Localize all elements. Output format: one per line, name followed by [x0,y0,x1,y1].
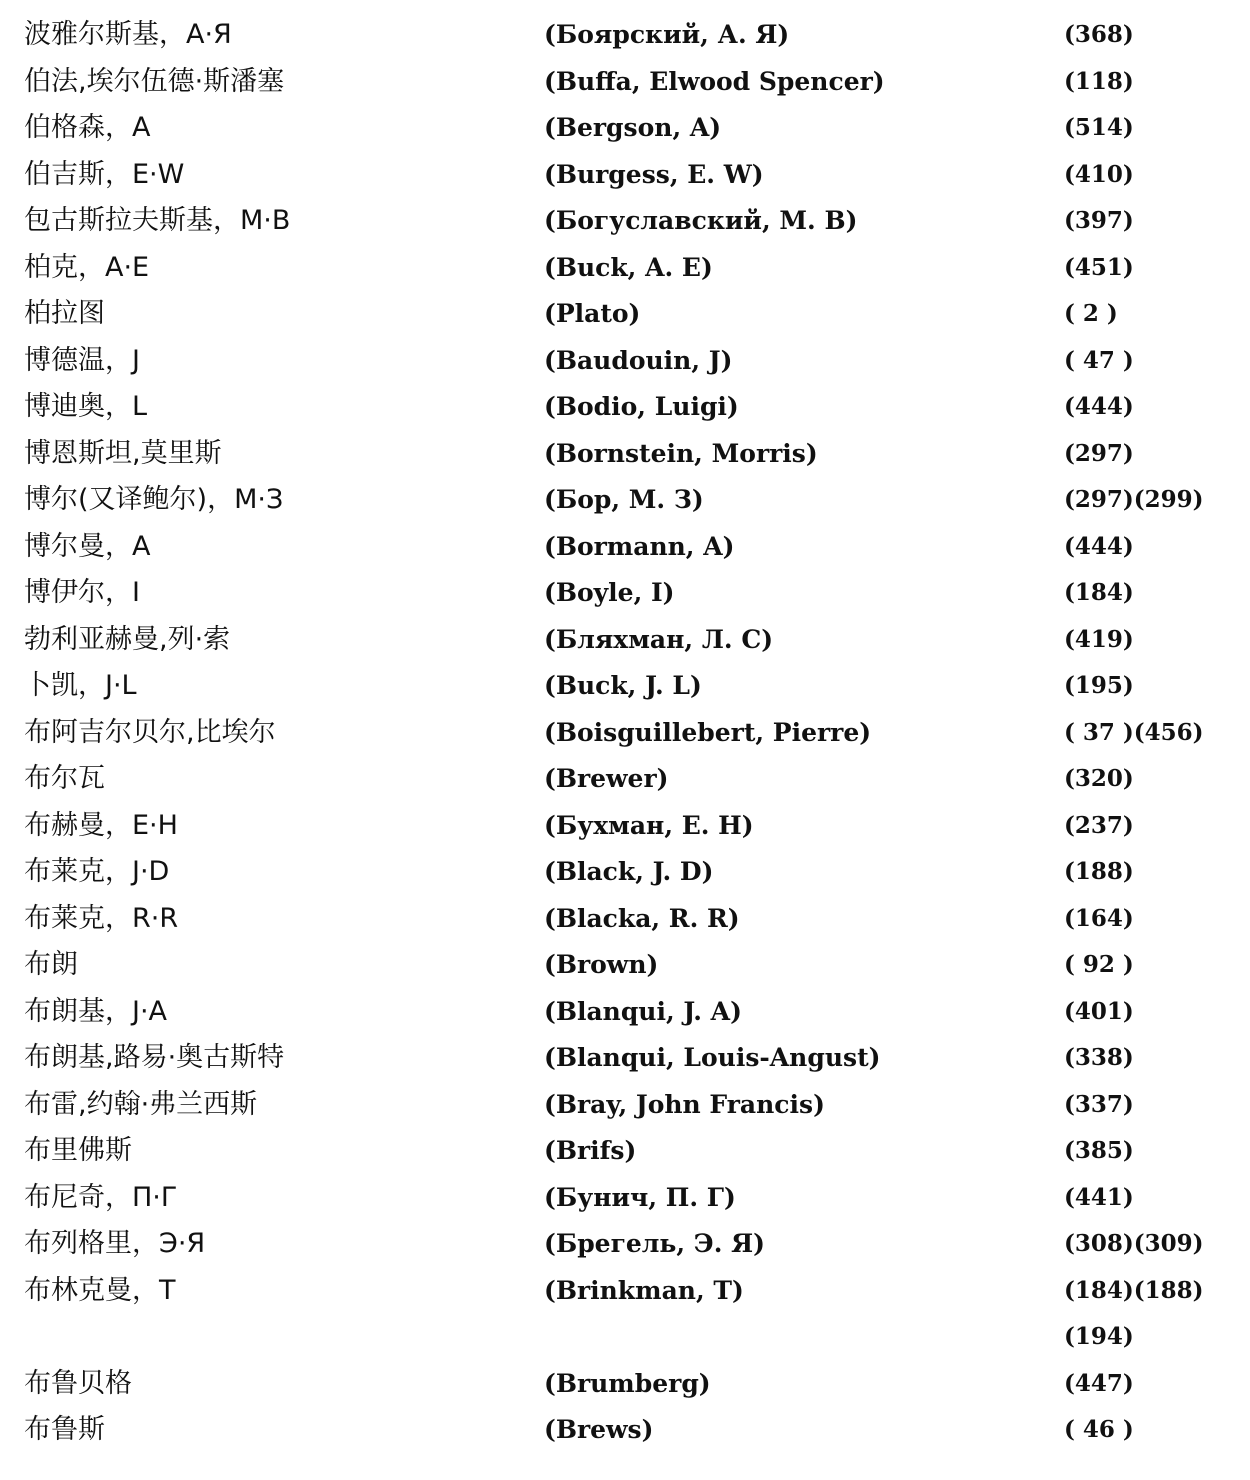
page-references: (297) [1064,439,1134,467]
original-name: (Бляхман, Л. С) [544,624,774,654]
original-name: (Boyle, I) [544,578,675,607]
original-name: (Bormann, A) [544,531,735,561]
chinese-name: 布赫曼，Е·Н [24,809,178,841]
index-entry [0,1128,1250,1175]
index-entry [0,12,1250,59]
page-references: ( 92 ) [1064,951,1134,978]
page-references: (188) [1064,858,1134,885]
index-entry [0,896,1250,943]
page-references: (184)(188) [1064,1276,1204,1304]
page-references: (118) [1064,67,1134,95]
original-name: (Богуславский, М. В) [544,206,858,235]
page-references: (338) [1064,1044,1134,1071]
chinese-name: 布朗基，J·A [24,995,168,1027]
chinese-name: 博德温，J [24,344,140,376]
index-entry [0,570,1250,617]
index-entry [0,1268,1250,1315]
page-references: (368) [1064,21,1134,48]
original-name: (Blacka, R. R) [544,903,740,933]
page-references: (419) [1064,625,1134,653]
original-name: (Бор, М. З) [544,485,704,514]
page-references: ( 37 )(456) [1064,718,1204,746]
original-name: (Baudouin, J) [544,345,733,375]
original-name: (Boisguillebert, Pierre) [544,717,872,747]
page-references: (410) [1064,160,1134,188]
original-name: (Brewer) [544,764,669,793]
index-entry [0,59,1250,106]
index-entry [0,803,1250,850]
original-name: (Brifs) [544,1136,637,1165]
index-entry [0,1082,1250,1129]
original-name: (Бухман, Е. Н) [544,810,754,840]
chinese-name: 博尔曼，A [24,530,151,562]
chinese-name: 布尼奇，П·Г [24,1181,178,1213]
original-name: (Burgess, E. W) [544,159,764,189]
chinese-name: 布莱克，J·D [24,856,170,887]
original-name: (Бунич, П. Г) [544,1182,736,1212]
chinese-name: 布列格里，Э·Я [24,1228,206,1259]
chinese-name: 布雷,约翰·弗兰西斯 [24,1088,258,1120]
index-entry [0,1361,1250,1408]
original-name: (Buck, A. E) [544,252,713,282]
index-entry [0,291,1250,338]
index-entry [0,477,1250,524]
chinese-name: 布林克曼，T [24,1274,176,1306]
original-name: (Bray, John Francis) [544,1089,825,1119]
index-entry [0,152,1250,199]
original-name: (Боярский, А. Я) [544,20,790,49]
page-references: (447) [1064,1369,1134,1397]
original-name: (Brews) [544,1415,654,1444]
page-references: (164) [1064,904,1134,932]
original-name: (Black, J. D) [544,857,714,886]
chinese-name: 波雅尔斯基，А·Я [24,19,232,50]
index-entry [0,338,1250,385]
page-references: (401) [1064,997,1134,1025]
page-references: ( 47 ) [1064,346,1134,374]
chinese-name: 包古斯拉夫斯基，М·В [24,205,291,236]
original-name: (Blanqui, J. A) [544,996,742,1026]
page-references: (337) [1064,1090,1134,1118]
index-entry [0,105,1250,152]
page-references: (385) [1064,1137,1134,1164]
original-name: (Brumberg) [544,1368,711,1398]
index-entry [0,1175,1250,1222]
page-references: (320) [1064,765,1134,792]
chinese-name: 布尔瓦 [24,763,105,794]
page-references: ( 46 ) [1064,1416,1134,1443]
chinese-name: 伯法,埃尔伍德·斯潘塞 [24,65,285,97]
index-entry [0,384,1250,431]
original-name: (Brown) [544,950,659,979]
page-references: (297)(299) [1064,486,1204,513]
page-references: (195) [1064,672,1134,699]
original-name: (Plato) [544,299,641,328]
original-name: (Брегель, Э. Я) [544,1229,765,1258]
chinese-name: 布鲁斯 [24,1414,105,1445]
index-entry [0,617,1250,664]
page-references: (184) [1064,579,1134,606]
page-references: (444) [1064,532,1134,560]
chinese-name: 博尔(又译鲍尔)，М·З [24,484,284,515]
index-entry [0,1035,1250,1082]
chinese-name: 布朗 [24,949,78,980]
chinese-name: 布朗基,路易·奥古斯特 [24,1042,285,1073]
original-name: (Bodio, Luigi) [544,392,739,421]
index-entry [0,710,1250,757]
page-references: (397) [1064,207,1134,234]
chinese-name: 布鲁贝格 [24,1367,132,1399]
index-entry [0,756,1250,803]
index-entry [0,849,1250,896]
chinese-name: 布阿吉尔贝尔,比埃尔 [24,716,276,748]
index-entry [0,1221,1250,1268]
chinese-name: 伯格森，A [24,112,151,143]
index-entry [0,245,1250,292]
index-entry [0,198,1250,245]
original-name: (Buffa, Elwood Spencer) [544,66,885,96]
page-references: ( 2 ) [1064,300,1118,327]
chinese-name: 柏克，A·E [24,251,150,283]
index-entry [0,942,1250,989]
original-name: (Blanqui, Louis-Angust) [544,1043,881,1072]
index-entry [0,524,1250,571]
page-references: (194) [1064,1323,1134,1350]
original-name: (Bornstein, Morris) [544,438,818,468]
index-entry [0,1407,1250,1454]
index-entry [0,989,1250,1036]
name-index-list [0,12,1250,1454]
index-entry [0,1314,1250,1361]
page-references: (441) [1064,1183,1134,1211]
original-name: (Brinkman, T) [544,1275,744,1305]
chinese-name: 伯吉斯，E·W [24,158,185,190]
page-references: (237) [1064,811,1134,839]
page-references: (444) [1064,393,1134,420]
chinese-name: 卜凯，J·L [24,670,137,701]
chinese-name: 勃利亚赫曼,列·索 [24,623,231,655]
chinese-name: 博迪奥，L [24,391,148,422]
page-references: (451) [1064,253,1134,281]
chinese-name: 布莱克，R·R [24,902,179,934]
index-entry [0,431,1250,478]
index-entry [0,663,1250,710]
chinese-name: 博恩斯坦,莫里斯 [24,437,222,469]
page-references: (514) [1064,114,1134,141]
chinese-name: 柏拉图 [24,298,105,329]
chinese-name: 博伊尔，I [24,577,140,608]
original-name: (Bergson, A) [544,113,722,142]
chinese-name: 布里佛斯 [24,1135,132,1166]
page-references: (308)(309) [1064,1230,1204,1257]
original-name: (Buck, J. L) [544,671,702,700]
